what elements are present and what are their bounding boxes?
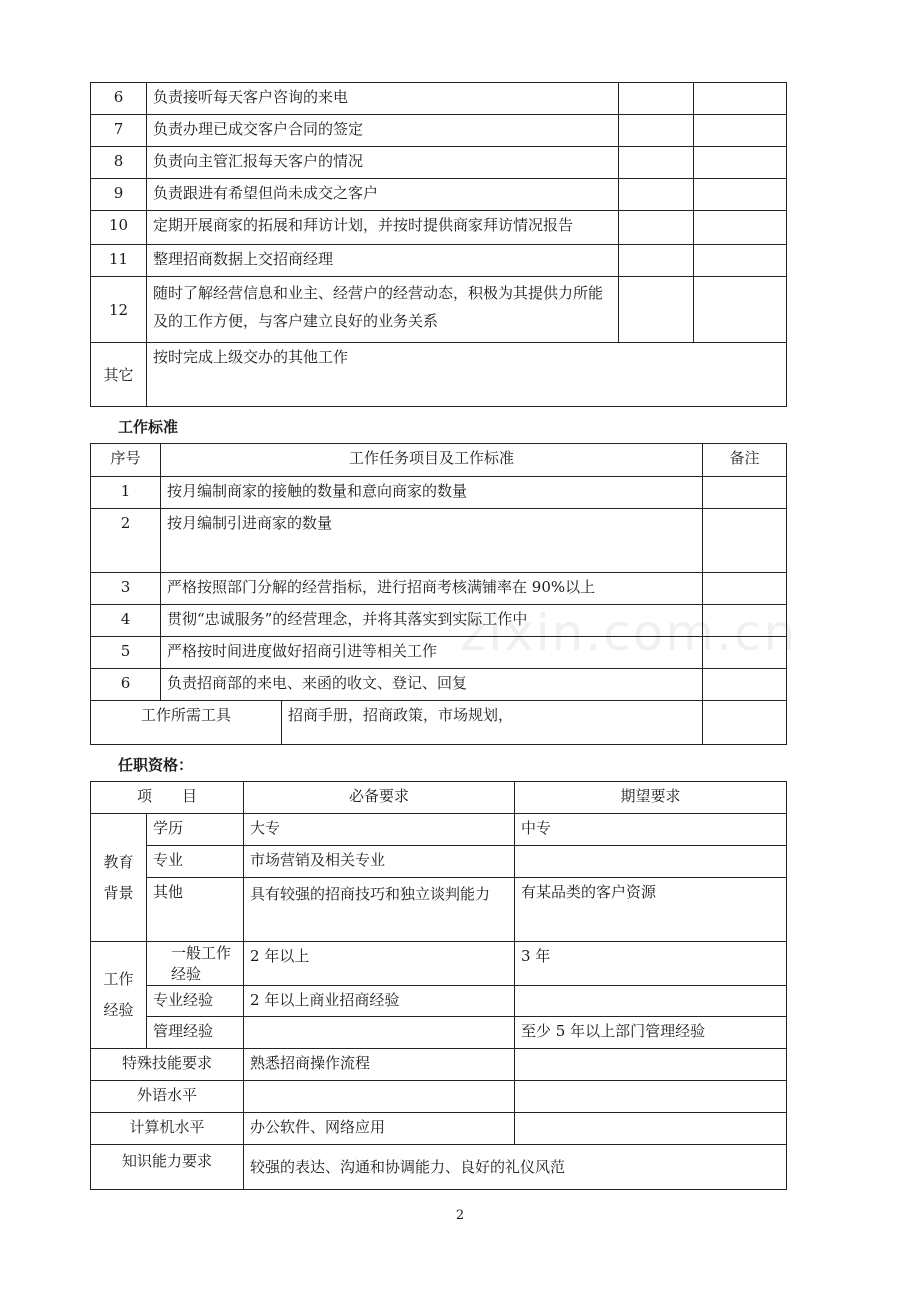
standard-text: 严格按时间进度做好招商引进等相关工作: [161, 637, 703, 669]
standard-row: [91, 477, 787, 509]
tools-value: 招商手册，招商政策，市场规划，: [282, 701, 703, 745]
experience-expected: [515, 986, 787, 1017]
duty-row-other: [91, 343, 787, 407]
header-item: 项 目: [91, 782, 244, 814]
experience-row: [91, 942, 787, 986]
skill-required: 熟悉招商操作流程: [244, 1049, 515, 1081]
empty-cell: [619, 115, 694, 147]
standard-number: 3: [91, 573, 161, 605]
empty-cell: [694, 83, 787, 115]
duty-text: 定期开展商家的拓展和拜访计划，并按时提供商家拜访情况报告: [147, 211, 619, 245]
experience-sub: 专业经验: [147, 986, 244, 1017]
duty-number: 9: [91, 179, 147, 211]
standard-row: [91, 669, 787, 701]
skill-label: 特殊技能要求: [91, 1049, 244, 1081]
duty-number: 11: [91, 245, 147, 277]
education-row: [91, 814, 787, 846]
standard-number: 1: [91, 477, 161, 509]
standards-table: [90, 443, 787, 745]
duty-number: 10: [91, 211, 147, 245]
experience-row: [91, 1017, 787, 1049]
tools-label: 工作所需工具: [91, 701, 282, 745]
experience-label-line1: 工作: [103, 970, 134, 988]
empty-cell: [694, 211, 787, 245]
education-label-line2: 背景: [103, 883, 134, 902]
tools-row: [91, 701, 787, 745]
education-required: 具有较强的招商技巧和独立谈判能力: [244, 878, 515, 942]
empty-cell: [694, 115, 787, 147]
experience-label-line2: 经验: [103, 1001, 134, 1019]
standard-text: 按月编制引进商家的数量: [161, 509, 703, 573]
empty-cell: [694, 179, 787, 211]
empty-cell: [694, 245, 787, 277]
standard-number: 6: [91, 669, 161, 701]
education-label-line1: 教育: [103, 852, 134, 871]
section-heading-qualifications: 任职资格：: [118, 756, 194, 774]
skill-label: 外语水平: [91, 1081, 244, 1113]
duties-table: [90, 82, 787, 407]
duty-row: [91, 211, 787, 245]
empty-cell: [619, 179, 694, 211]
duty-text: 负责跟进有希望但尚未成交之客户: [147, 179, 619, 211]
empty-cell: [703, 477, 787, 509]
empty-cell: [703, 573, 787, 605]
experience-row: [91, 986, 787, 1017]
knowledge-row: [91, 1145, 787, 1190]
experience-expected: 3 年: [515, 942, 787, 986]
standard-text: 严格按照部门分解的经营指标，进行招商考核满铺率在 90%以上: [161, 573, 703, 605]
empty-cell: [694, 277, 787, 343]
duty-number: 其它: [91, 343, 147, 407]
qualifications-header-row: [91, 782, 787, 814]
experience-expected: 至少 5 年以上部门管理经验: [515, 1017, 787, 1049]
skill-required: [244, 1081, 515, 1113]
knowledge-label: 知识能力要求: [91, 1145, 244, 1190]
experience-required: 2 年以上: [244, 942, 515, 986]
empty-cell: [619, 147, 694, 179]
knowledge-value: 较强的表达、沟通和协调能力、良好的礼仪风范: [244, 1145, 787, 1190]
experience-required: 2 年以上商业招商经验: [244, 986, 515, 1017]
education-expected: 中专: [515, 814, 787, 846]
duty-row: [91, 147, 787, 179]
skill-expected: [515, 1049, 787, 1081]
empty-cell: [694, 147, 787, 179]
duty-row: [91, 245, 787, 277]
experience-group-label: [91, 942, 147, 1049]
education-required: 市场营销及相关专业: [244, 846, 515, 878]
education-sub: 专业: [147, 846, 244, 878]
qualifications-table: [90, 781, 787, 1190]
education-row: [91, 878, 787, 942]
duty-row: [91, 179, 787, 211]
education-required: 大专: [244, 814, 515, 846]
empty-cell: [619, 245, 694, 277]
duty-number: 12: [91, 277, 147, 343]
duty-text: 按时完成上级交办的其他工作: [147, 343, 787, 407]
header-task: 工作任务项目及工作标准: [161, 444, 703, 477]
standard-row: [91, 509, 787, 573]
empty-cell: [703, 509, 787, 573]
education-expected: [515, 846, 787, 878]
duty-number: 6: [91, 83, 147, 115]
standard-text: 贯彻“忠诚服务”的经营理念，并将其落实到实际工作中: [161, 605, 703, 637]
skill-row: [91, 1049, 787, 1081]
duty-text: 负责接听每天客户咨询的来电: [147, 83, 619, 115]
skill-row: [91, 1081, 787, 1113]
skill-label: 计算机水平: [91, 1113, 244, 1145]
duty-row: [91, 277, 787, 343]
standard-text: 按月编制商家的接触的数量和意向商家的数量: [161, 477, 703, 509]
skill-expected: [515, 1081, 787, 1113]
page-number: 2: [455, 1208, 465, 1223]
header-note: 备注: [703, 444, 787, 477]
standard-text: 负责招商部的来电、来函的收文、登记、回复: [161, 669, 703, 701]
education-sub: 学历: [147, 814, 244, 846]
standard-row: [91, 573, 787, 605]
empty-cell: [619, 83, 694, 115]
education-group-label: [91, 814, 147, 942]
duty-row: [91, 83, 787, 115]
education-sub: 其他: [147, 878, 244, 942]
header-required: 必备要求: [244, 782, 515, 814]
standard-number: 4: [91, 605, 161, 637]
skill-expected: [515, 1113, 787, 1145]
experience-sub: 一般工作经验: [147, 942, 244, 986]
empty-cell: [703, 669, 787, 701]
duty-number: 8: [91, 147, 147, 179]
section-heading-standards: 工作标准: [118, 418, 179, 436]
empty-cell: [619, 211, 694, 245]
empty-cell: [703, 701, 787, 745]
education-row: [91, 846, 787, 878]
header-no: 序号: [91, 444, 161, 477]
empty-cell: [619, 277, 694, 343]
experience-sub: 管理经验: [147, 1017, 244, 1049]
standard-number: 5: [91, 637, 161, 669]
experience-required: [244, 1017, 515, 1049]
education-expected: 有某品类的客户资源: [515, 878, 787, 942]
duty-row: [91, 115, 787, 147]
standards-header-row: [91, 444, 787, 477]
duty-text: 随时了解经营信息和业主、经营户的经营动态，积极为其提供力所能及的工作方便，与客户建立良好的业务关系: [147, 277, 619, 343]
header-expected: 期望要求: [515, 782, 787, 814]
watermark: zixin.com.cn: [460, 604, 798, 662]
duty-text: 整理招商数据上交招商经理: [147, 245, 619, 277]
duty-number: 7: [91, 115, 147, 147]
skill-row: [91, 1113, 787, 1145]
duty-text: 负责办理已成交客户合同的签定: [147, 115, 619, 147]
standard-number: 2: [91, 509, 161, 573]
duty-text: 负责向主管汇报每天客户的情况: [147, 147, 619, 179]
skill-required: 办公软件、网络应用: [244, 1113, 515, 1145]
